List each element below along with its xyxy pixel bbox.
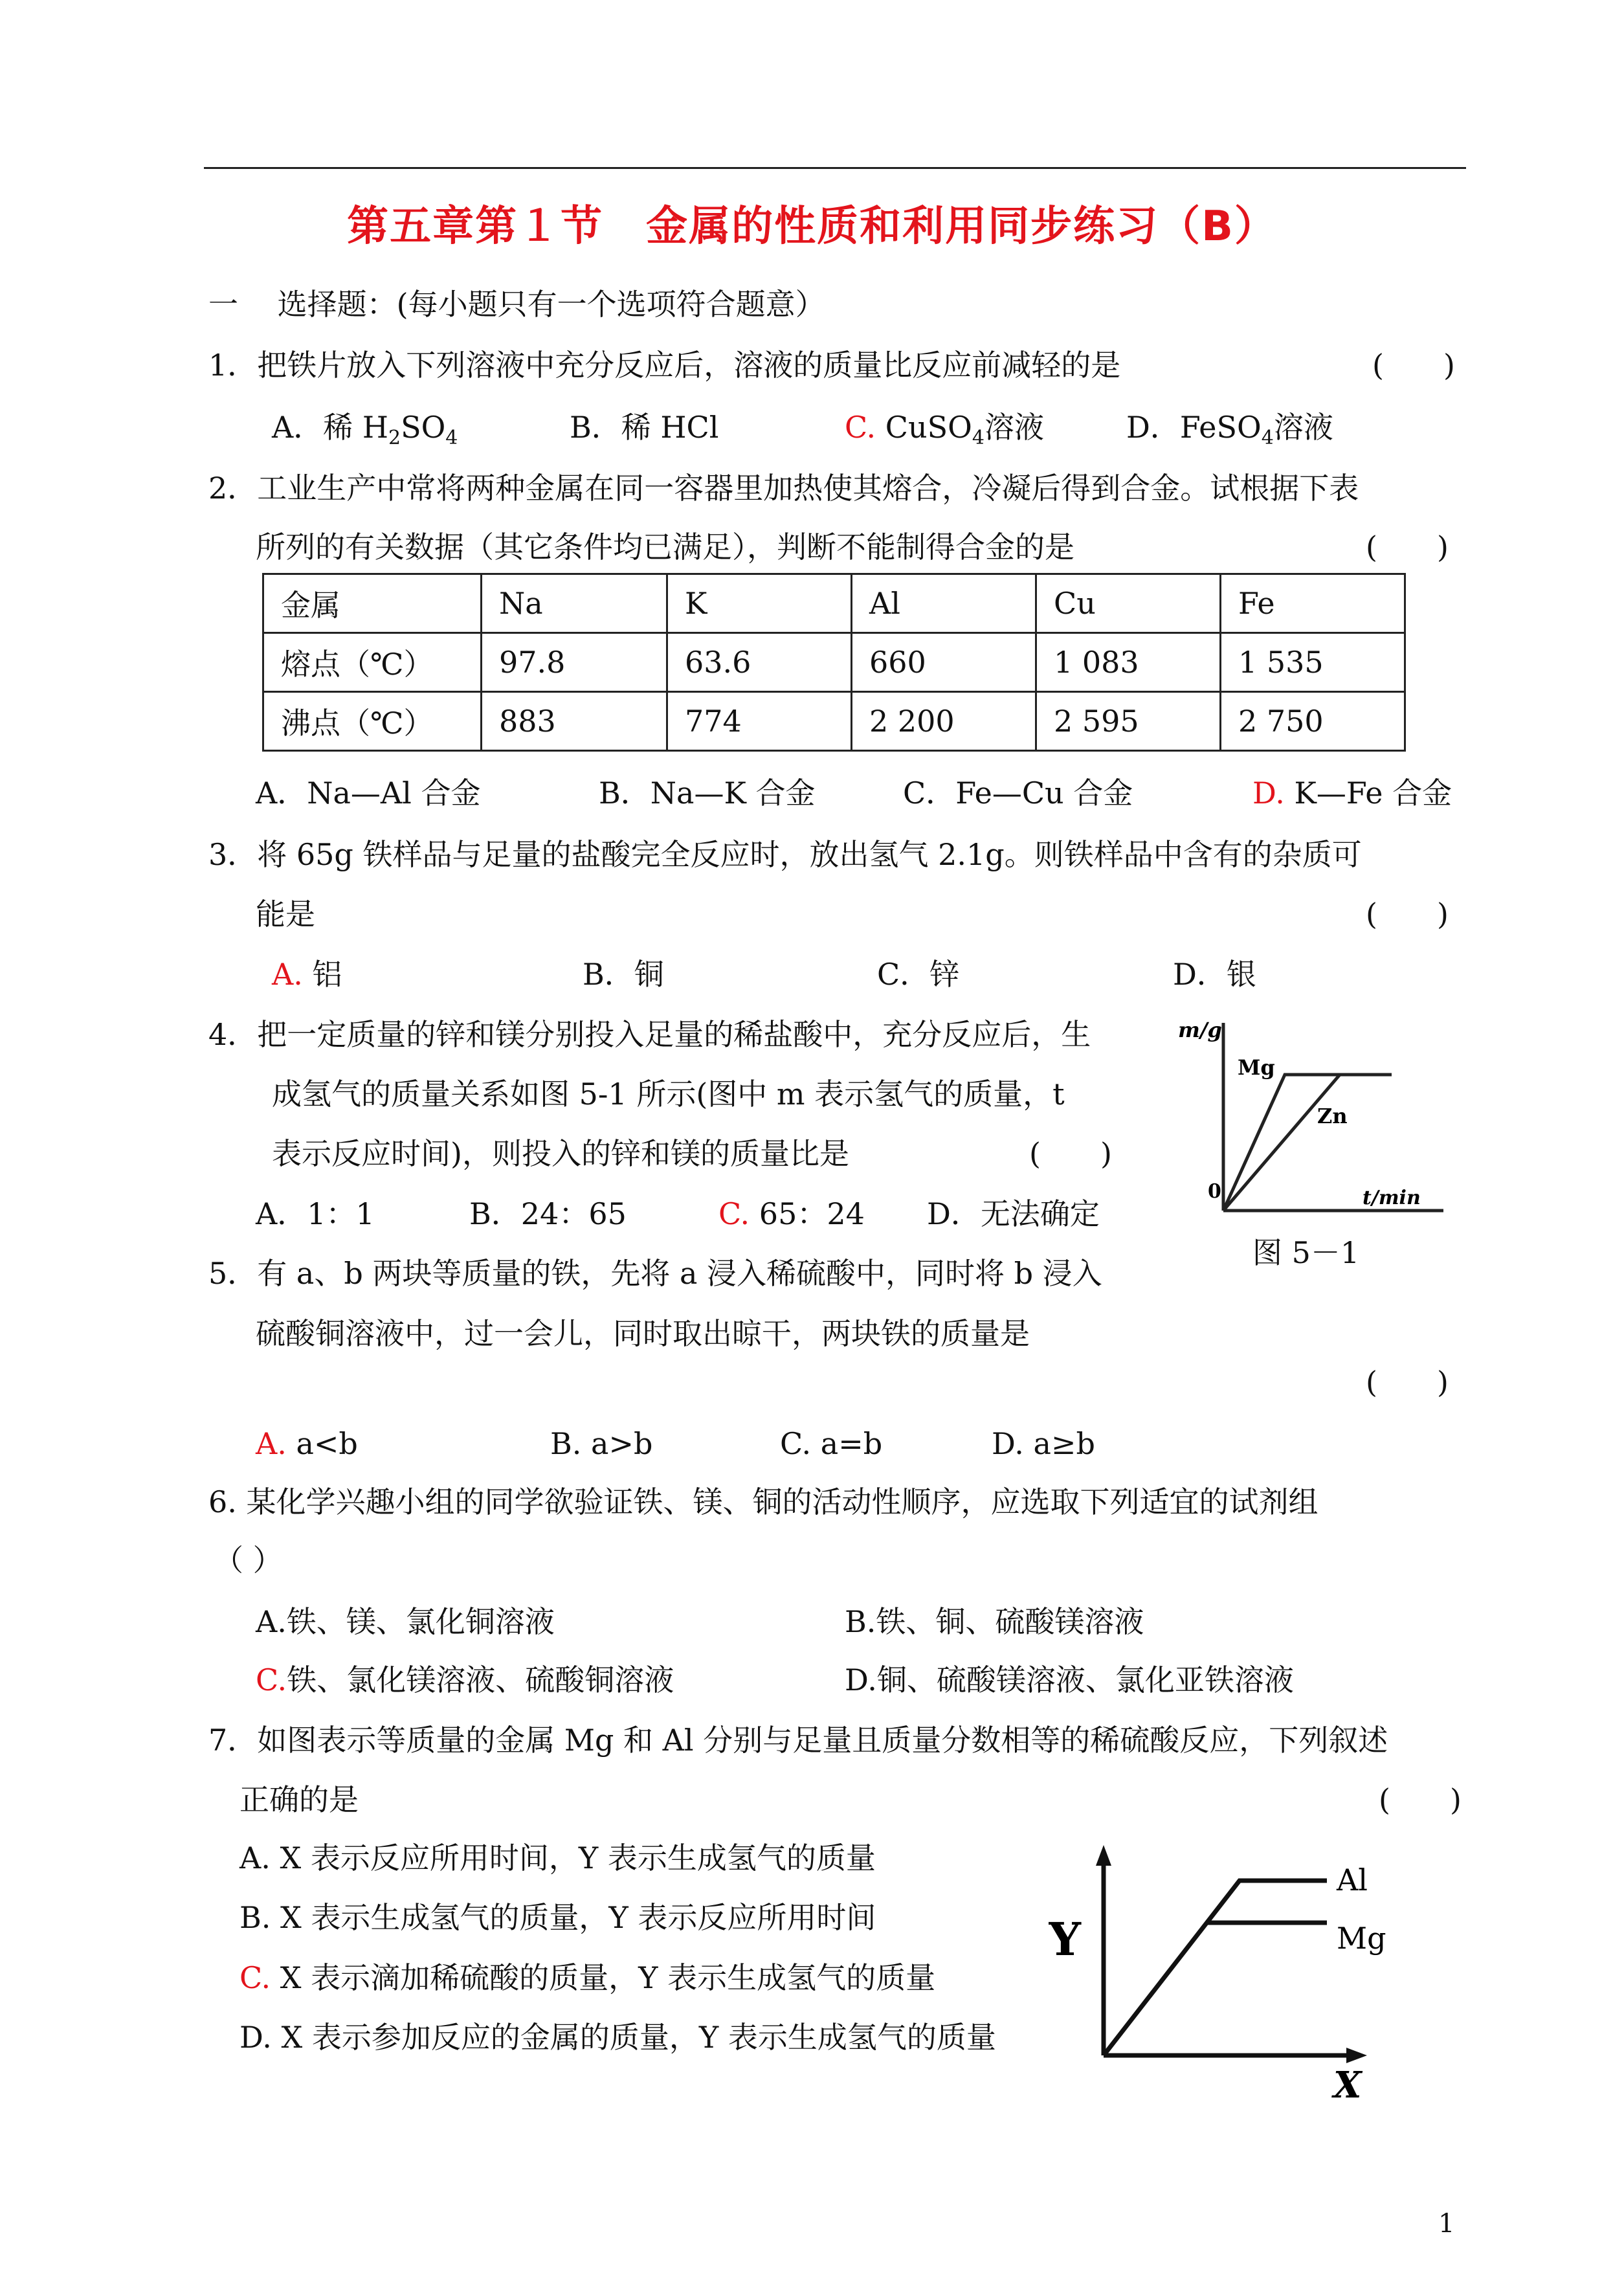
- top-rule: [204, 167, 1466, 169]
- q4-line2: 成氢气的质量关系如图 5-1 所示(图中 m 表示氢气的质量，t: [272, 1077, 1065, 1112]
- q1-stem: 1．把铁片放入下列溶液中充分反应后，溶液的质量比反应前减轻的是: [208, 348, 1121, 383]
- table-cell: 97.8: [482, 633, 667, 692]
- q2-answer-paren: ( ): [1366, 530, 1449, 565]
- q3-option-b[interactable]: B．铜: [583, 957, 664, 992]
- q2-line2: 所列的有关数据（其它条件均已满足），判断不能制得合金的是: [256, 530, 1074, 565]
- table-row: [263, 692, 1405, 751]
- q7-option-a[interactable]: A. X 表示反应所用时间，Y 表示生成氢气的质量: [239, 1840, 876, 1875]
- q1-option-c[interactable]: C. CuSO$_4$溶液: [845, 410, 1044, 449]
- table-cell: 1 535: [1221, 633, 1405, 692]
- figure-5-1: [1178, 1010, 1450, 1224]
- zn-line: [1223, 1075, 1340, 1211]
- q4-answer-paren: ( ): [1029, 1136, 1112, 1171]
- table-cell: 金属: [263, 574, 482, 633]
- q4-line3: 表示反应时间)，则投入的锌和镁的质量比是: [272, 1136, 849, 1171]
- table-cell: 熔点（℃）: [263, 633, 482, 692]
- table-cell: 774: [667, 692, 852, 751]
- table-cell: 1 083: [1036, 633, 1221, 692]
- q1-option-b[interactable]: B．稀 HCl: [570, 410, 719, 445]
- q6-option-d[interactable]: D.铜、硫酸镁溶液、氯化亚铁溶液: [845, 1662, 1294, 1697]
- q5-line2: 硫酸铜溶液中，过一会儿，同时取出晾干，两块铁的质量是: [256, 1316, 1030, 1351]
- q4-option-d[interactable]: D．无法确定: [927, 1196, 1100, 1231]
- q4-line1: 4．把一定质量的锌和镁分别投入足量的稀盐酸中，充分反应后，生: [208, 1017, 1091, 1052]
- page-number: 1: [1438, 2209, 1455, 2239]
- table-row: [263, 633, 1405, 692]
- x-axis-label: t/min: [1363, 1187, 1421, 1209]
- q5-option-c[interactable]: C. a=b: [780, 1426, 883, 1461]
- table-row: [263, 574, 1405, 633]
- table-cell: Cu: [1036, 574, 1221, 633]
- answer-mark: D.: [1252, 776, 1285, 811]
- series-label-mg: Mg: [1238, 1055, 1275, 1080]
- q7-line2: 正确的是: [239, 1782, 359, 1817]
- x-axis-label: X: [1333, 2064, 1362, 2104]
- q5-option-b[interactable]: B. a>b: [550, 1426, 653, 1461]
- q2-line1: 2．工业生产中常将两种金属在同一容器里加热使其熔合，冷凝后得到合金。试根据下表: [208, 471, 1359, 506]
- y-axis-label: m/g: [1178, 1018, 1222, 1042]
- q5-option-a[interactable]: A. a<b: [256, 1426, 358, 1461]
- figure-caption: 图 5－1: [1252, 1235, 1360, 1270]
- q1-answer-paren: ( ): [1372, 348, 1455, 383]
- answer-mark: C.: [845, 410, 876, 445]
- answer-mark: A.: [272, 957, 303, 992]
- q2-option-c[interactable]: C．Fe—Cu 合金: [903, 776, 1133, 811]
- answer-mark: C.: [718, 1196, 750, 1231]
- q5-line1: 5．有 a、b 两块等质量的铁，先将 a 浸入稀硫酸中，同时将 b 浸入: [208, 1256, 1102, 1291]
- q5-answer-paren: ( ): [1366, 1365, 1449, 1400]
- table-cell: K: [667, 574, 852, 633]
- q7-answer-paren: ( ): [1379, 1782, 1462, 1817]
- q7-option-b[interactable]: B. X 表示生成氢气的质量，Y 表示反应所用时间: [239, 1900, 876, 1935]
- q7-option-c[interactable]: C. X 表示滴加稀硫酸的质量，Y 表示生成氢气的质量: [239, 1960, 936, 1995]
- q2-option-a[interactable]: A．Na—Al 合金: [256, 776, 481, 811]
- metal-data-table: [262, 573, 1406, 752]
- series-label-al: Al: [1337, 1862, 1368, 1897]
- y-arrow-icon: [1096, 1845, 1111, 1866]
- q7-option-d[interactable]: D. X 表示参加反应的金属的质量，Y 表示生成氢气的质量: [239, 2020, 996, 2055]
- q6-option-b[interactable]: B.铁、铜、硫酸镁溶液: [845, 1604, 1144, 1639]
- table-cell: Al: [852, 574, 1036, 633]
- q3-answer-paren: ( ): [1366, 897, 1449, 932]
- answer-mark: A.: [256, 1426, 287, 1461]
- table-cell: 63.6: [667, 633, 852, 692]
- series-label-zn: Zn: [1317, 1104, 1348, 1128]
- q2-option-b[interactable]: B．Na—K 合金: [599, 776, 816, 811]
- q4-option-c[interactable]: C. 65：24: [718, 1196, 865, 1231]
- figure-q7: [1049, 1839, 1411, 2104]
- q3-option-c[interactable]: C．锌: [877, 957, 960, 992]
- q7-line1: 7．如图表示等质量的金属 Mg 和 Al 分别与足量且质量分数相等的稀硫酸反应，下列叙述: [208, 1723, 1388, 1758]
- page-title: 第五章第１节 金属的性质和利用同步练习（B）: [347, 203, 1277, 251]
- q2-option-d[interactable]: D. K—Fe 合金: [1252, 776, 1452, 811]
- section-heading: 一 选择题：(每小题只有一个选项符合题意）: [208, 287, 825, 322]
- table-cell: Na: [482, 574, 667, 633]
- table-cell: Fe: [1221, 574, 1405, 633]
- q3-option-a[interactable]: A. 铝: [272, 957, 342, 992]
- table-cell: 2 595: [1036, 692, 1221, 751]
- answer-mark: C.: [239, 1960, 271, 1995]
- q6-option-c[interactable]: C.铁、氯化镁溶液、硫酸铜溶液: [256, 1662, 674, 1697]
- table-cell: 2 750: [1221, 692, 1405, 751]
- q5-option-d[interactable]: D. a≥b: [992, 1426, 1095, 1461]
- q3-line1: 3．将 65g 铁样品与足量的盐酸完全反应时，放出氢气 2.1g。则铁样品中含有的杂质可: [208, 837, 1362, 872]
- series-label-mg: Mg: [1337, 1921, 1386, 1956]
- q1-option-d[interactable]: D．FeSO$_4$溶液: [1126, 410, 1333, 449]
- answer-mark: C.: [256, 1662, 287, 1697]
- table-cell: 660: [852, 633, 1036, 692]
- table-cell: 沸点（℃）: [263, 692, 482, 751]
- q6-option-a[interactable]: A.铁、镁、氯化铜溶液: [256, 1604, 555, 1639]
- al-line: [1104, 1881, 1327, 2055]
- q1-option-a[interactable]: A．稀 $H_2SO_4$: [272, 410, 458, 449]
- q6-answer-paren: （ ）: [214, 1543, 283, 1578]
- q6-line1: 6. 某化学兴趣小组的同学欲验证铁、镁、铜的活动性顺序，应选取下列适宜的试剂组: [208, 1484, 1318, 1519]
- q4-option-a[interactable]: A．1：1: [256, 1196, 375, 1231]
- q4-option-b[interactable]: B．24：65: [469, 1196, 627, 1231]
- q3-line2: 能是: [256, 897, 315, 932]
- table-cell: 2 200: [852, 692, 1036, 751]
- q3-option-d[interactable]: D．银: [1173, 957, 1256, 992]
- x-arrow-icon: [1346, 2048, 1367, 2063]
- table-cell: 883: [482, 692, 667, 751]
- origin-label: 0: [1208, 1180, 1221, 1203]
- y-axis-label: Y: [1049, 1912, 1081, 1966]
